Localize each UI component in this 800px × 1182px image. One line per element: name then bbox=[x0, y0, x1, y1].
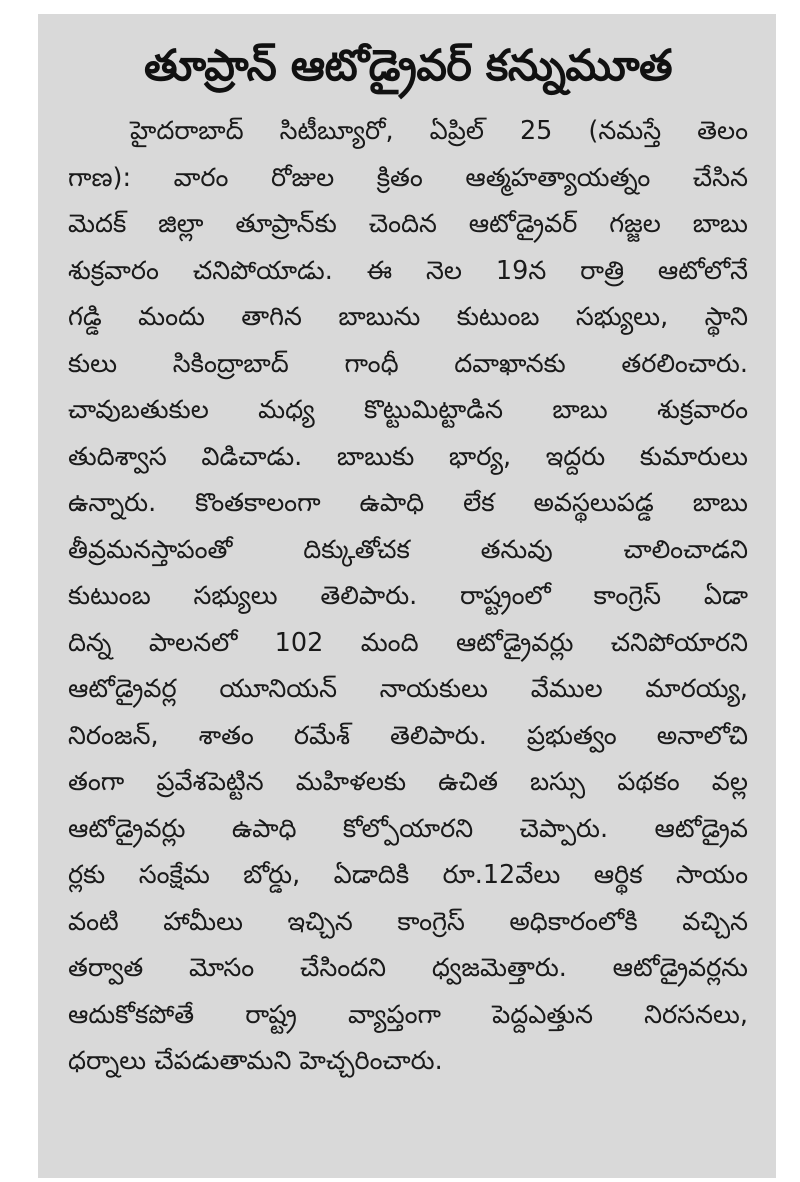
article-line: ఆదుకోకపోతే రాష్ట్ర వ్యాప్తంగా పెద్దఎత్తున నిరసనలు, bbox=[68, 999, 748, 1030]
article-line: ఆటోడ్రైవర్లు ఉపాధి కోల్పోయారని చెప్పారు. ఆటోడ్రైవ bbox=[68, 813, 748, 844]
article-line: గాణ): వారం రోజుల క్రితం ఆత్మహత్యాయత్నం చేసిన bbox=[68, 162, 748, 193]
article-line: కులు సికింద్రాబాద్ గాంధీ దవాఖానకు తరలించారు. bbox=[68, 348, 748, 379]
article-line: హైదరాబాద్ సిటీబ్యూరో, ఏప్రిల్ 25 (నమస్తే తెలం bbox=[130, 116, 748, 146]
article-line: ఉన్నారు. కొంతకాలంగా ఉపాధి లేక అవస్థలుపడ్డ బాబు bbox=[68, 488, 748, 518]
article-body bbox=[68, 108, 748, 1085]
article-line: నిరంజన్, శాతం రమేశ్ తెలిపారు. ప్రభుత్వం అనాలోచి bbox=[68, 720, 748, 751]
article-line: దిన్న పాలనలో 102 మంది ఆటోడ్రైవర్లు చనిపోయారని bbox=[68, 627, 748, 658]
article-line: తుదిశ్వాస విడిచాడు. బాబుకు భార్య, ఇద్దరు కుమారులు bbox=[68, 441, 748, 472]
article-line: శుక్రవారం చనిపోయాడు. ఈ నెల 19న రాత్రి ఆటోలోనే bbox=[68, 255, 748, 286]
article-headline: తూప్రాన్ ఆటోడ్రైవర్ కన్నుమూత bbox=[143, 41, 673, 91]
article-line: ధర్నాలు చేపడుతామని హెచ్చరించారు. bbox=[68, 1046, 443, 1076]
article-line: గడ్డి మందు తాగిన బాబును కుటుంబ సభ్యులు, స్థాని bbox=[68, 302, 748, 332]
article-line: ర్లకు సంక్షేమ బోర్డు, ఏడాదికి రూ.12వేలు ఆర్థిక సాయం bbox=[68, 860, 748, 890]
article-line: తీవ్రమనస్తాపంతో దిక్కుతోచక తనువు చాలించాడని bbox=[68, 534, 748, 565]
article-line: తంగా ప్రవేశపెట్టిన మహిళలకు ఉచిత బస్సు పథకం వల్ల bbox=[68, 767, 748, 797]
newspaper-clipping bbox=[38, 14, 776, 1178]
article-line: మెదక్ జిల్లా తూప్రాన్‌కు చెందిన ఆటోడ్రైవర్ గజ్జల బాబు bbox=[68, 209, 748, 239]
article-line: చావుబతుకుల మధ్య కొట్టుమిట్టాడిన బాబు శుక్రవారం bbox=[68, 395, 748, 425]
article-line: ఆటోడ్రైవర్ల యూనియన్ నాయకులు వేముల మారయ్య, bbox=[68, 674, 748, 704]
article-line: తర్వాత మోసం చేసిందని ధ్వజమెత్తారు. ఆటోడ్రైవర్లను bbox=[68, 953, 748, 983]
article-line: కుటుంబ సభ్యులు తెలిపారు. రాష్ట్రంలో కాంగ్రెస్ ఏడా bbox=[68, 581, 748, 611]
article-line: వంటి హామీలు ఇచ్చిన కాంగ్రెస్ అధికారంలోకి వచ్చిన bbox=[68, 906, 748, 937]
